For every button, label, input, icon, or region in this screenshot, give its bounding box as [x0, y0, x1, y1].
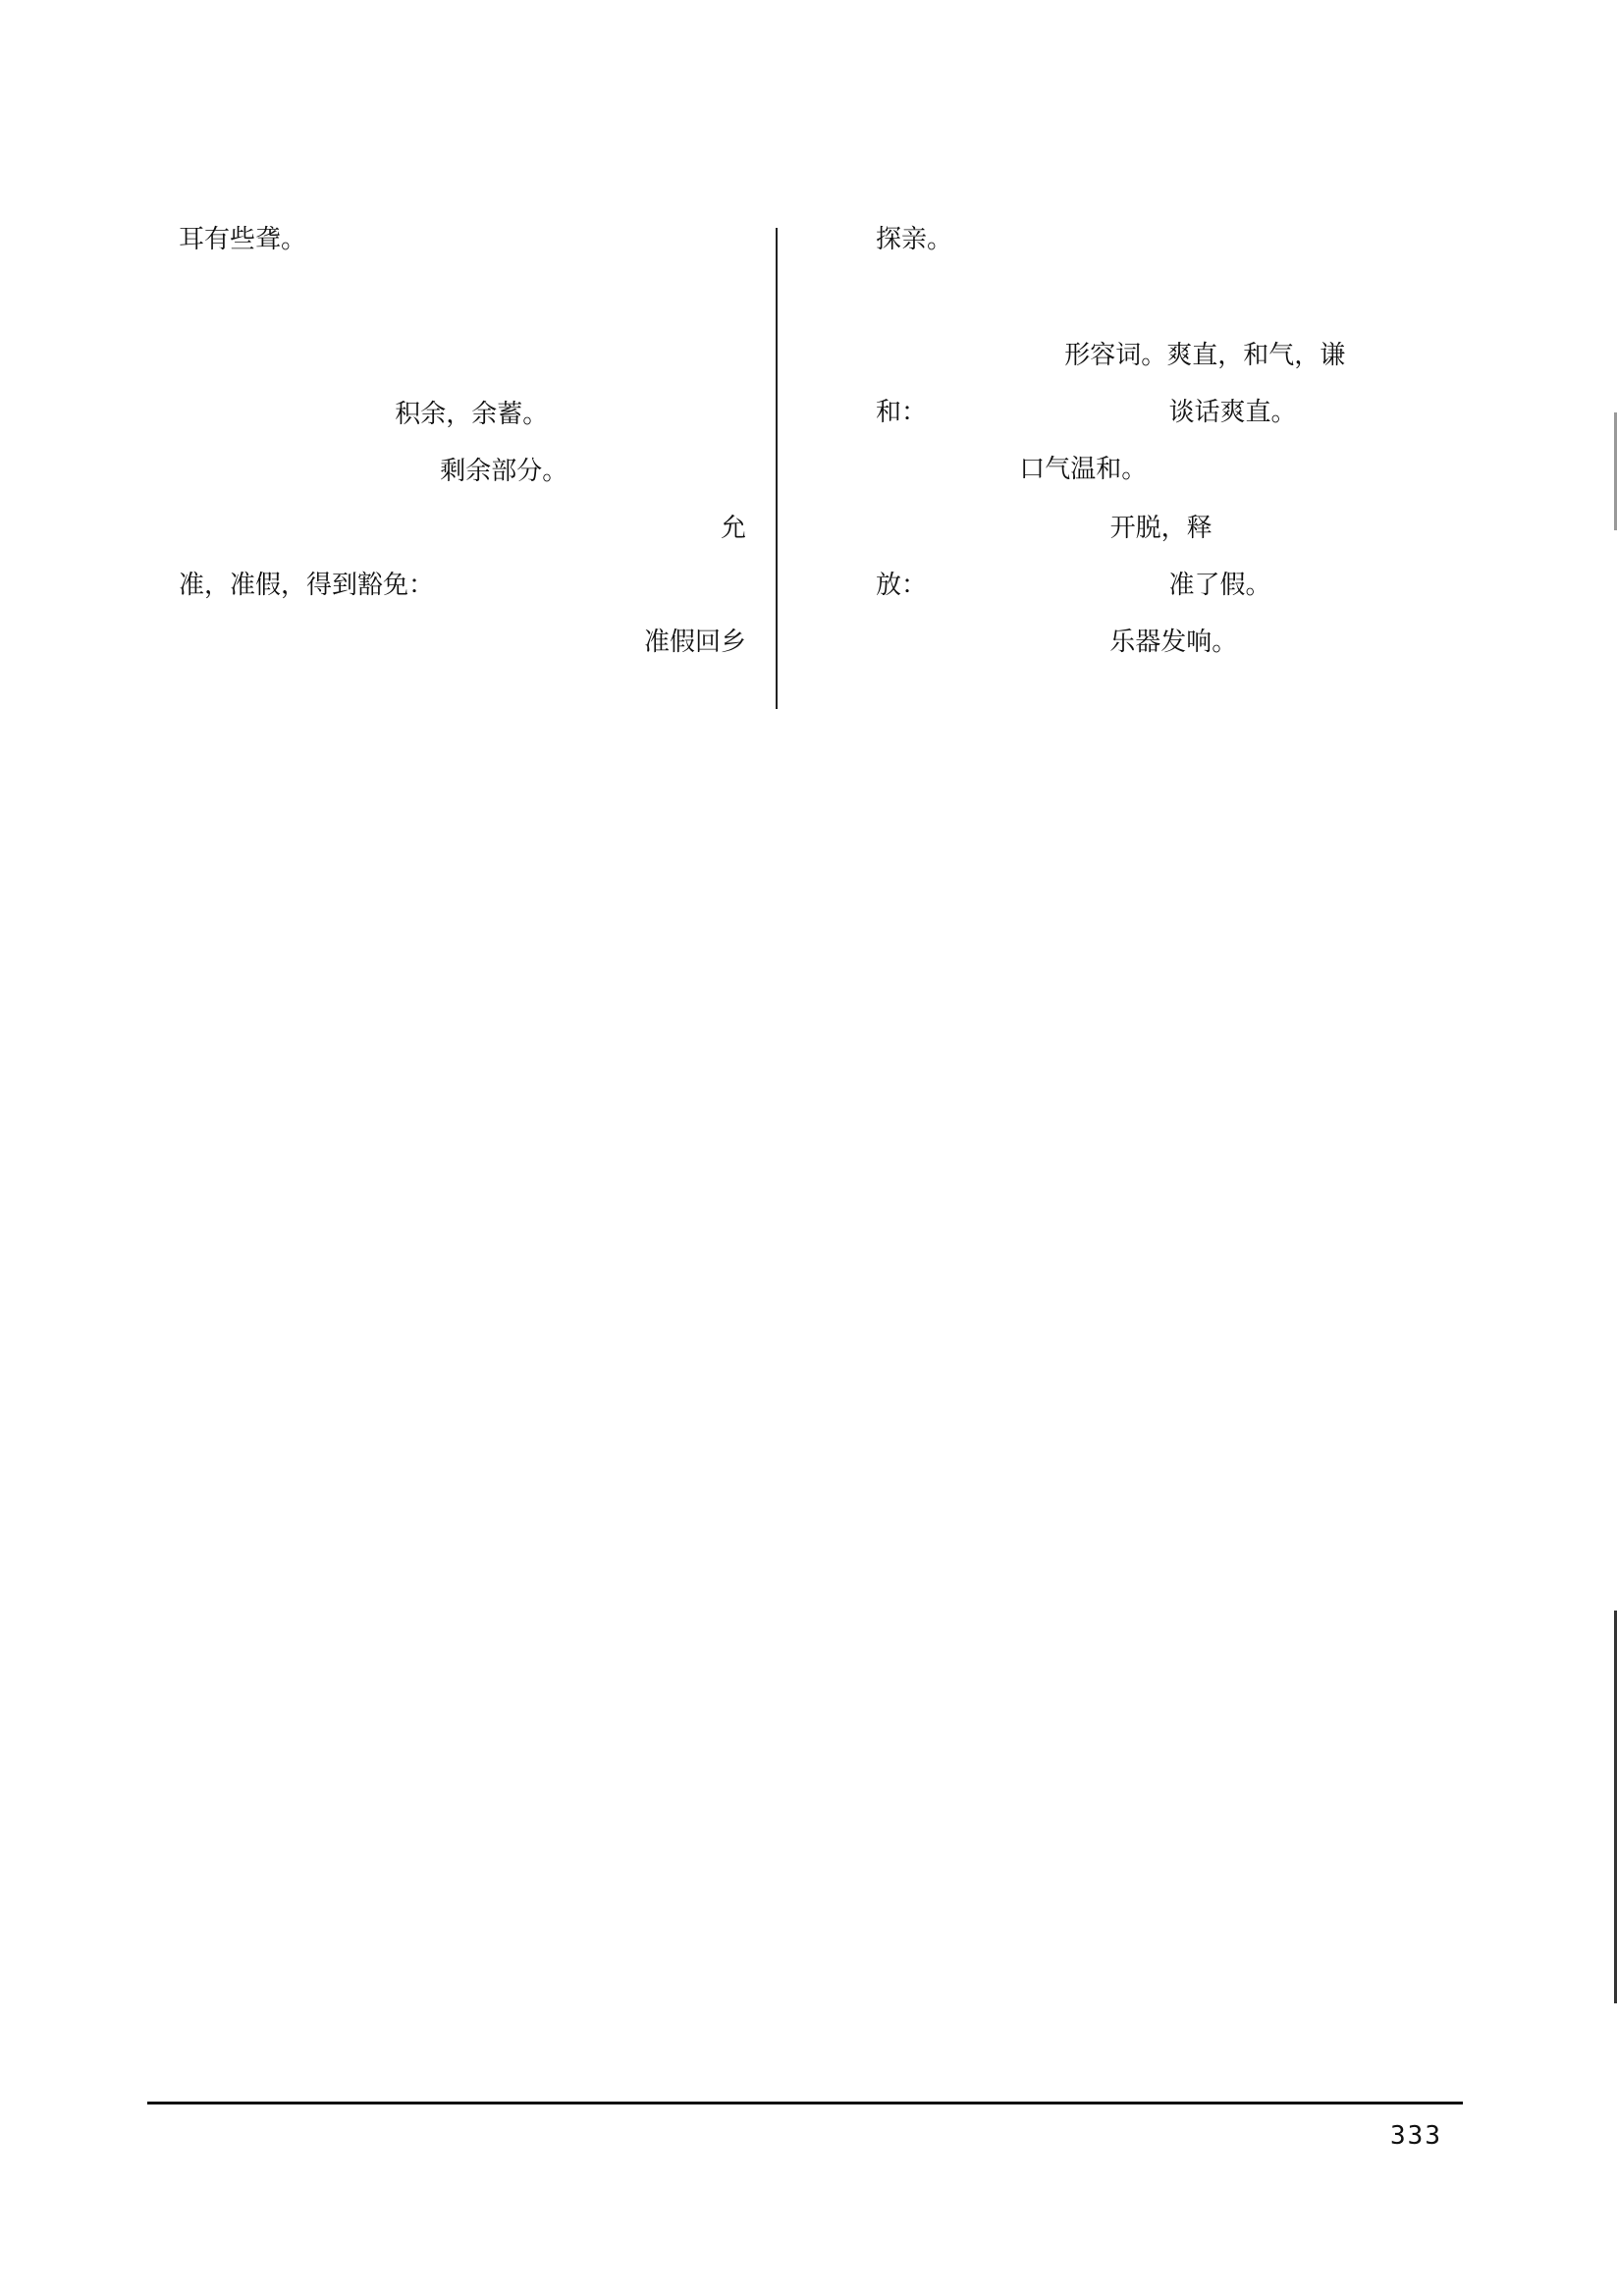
definition: 准，准假，得到豁免：: [179, 571, 435, 600]
definition: 探亲。: [876, 225, 953, 254]
entry-line: [813, 268, 1441, 327]
headword: [116, 339, 126, 372]
headword: [116, 280, 126, 313]
definition: 口气温和。: [1019, 455, 1148, 484]
running-footer: [1351, 2121, 1442, 2151]
entry-line: [116, 327, 754, 386]
definition: 开脱，释: [1109, 514, 1213, 543]
definition: 乐器发响。: [1109, 628, 1238, 657]
page-number: 333: [1390, 2121, 1442, 2151]
definition: 积余，余蓄。: [395, 400, 549, 429]
definition: 谈话爽直。: [1168, 398, 1297, 427]
headword: [813, 510, 823, 543]
entry-line: [116, 614, 754, 671]
definition: 耳有些聋。: [179, 225, 307, 254]
entry-line: [116, 443, 754, 500]
entry-line: [813, 327, 1441, 384]
entry-line: [813, 498, 1441, 557]
footer-rule: [147, 2102, 1463, 2105]
entry-line: [813, 441, 1441, 498]
definition: 允: [720, 514, 746, 543]
entry-line: [813, 557, 1441, 614]
left-column: [116, 211, 754, 671]
entry-line: [116, 500, 754, 557]
definition: 形容词。爽直，和气，谦: [1064, 341, 1346, 370]
headword: [813, 280, 823, 313]
entry-line: [116, 557, 754, 614]
entry-line: [813, 614, 1441, 671]
definition: 准了假。: [1168, 571, 1271, 600]
entry-line: [116, 386, 754, 443]
column-divider: [776, 228, 778, 709]
definition: 准假回乡: [643, 628, 746, 657]
definition: 放：: [876, 571, 928, 600]
entry-line: [116, 211, 754, 268]
entry-line: [813, 211, 1441, 268]
right-column: [813, 211, 1441, 671]
entry-line: [116, 268, 754, 327]
definition: 和：: [876, 398, 928, 427]
entry-line: [813, 384, 1441, 441]
definition: 剩余部分。: [440, 457, 568, 486]
